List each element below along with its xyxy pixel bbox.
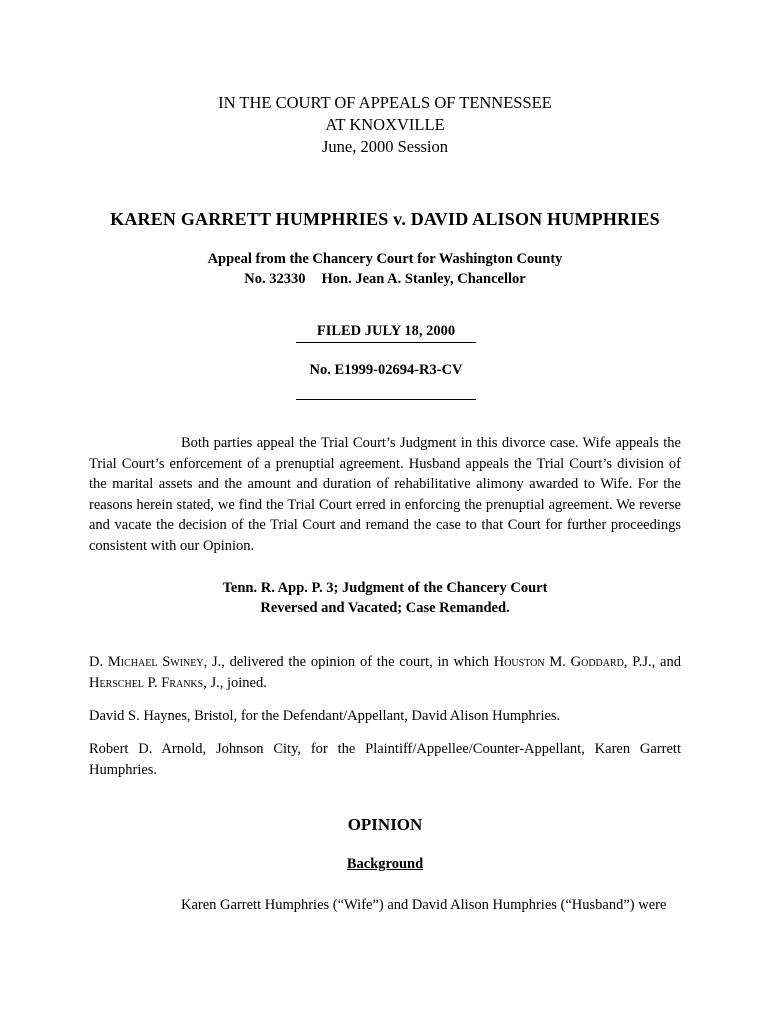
divider-rule — [296, 399, 476, 400]
counsel-plaintiff: Robert D. Arnold, Johnson City, for the Plaintiff/Appellee/Counter-Appellant, Karen Garrett Humphries. — [89, 741, 681, 778]
appeal-details — [0, 269, 770, 289]
case-summary: Both parties appeal the Trial Court’s Judgment in this divorce case. Wife appeals the Trial Court’s enforcement of a prenuptial agreement. Husband appeals the Trial Court’s division of the marital assets and the amount and duration of rehabilitative alimony awarded to Wife. For the reasons herein stated, we find the Trial Court erred in enforcing the prenuptial agreement. We reverse and vacate the decision of the Trial Court and remand the case to that Court for further proceedings consistent with our Opinion. — [89, 435, 681, 554]
court-name: IN THE COURT OF APPEALS OF TENNESSEE — [218, 93, 552, 112]
authorship-text-3: , J., joined. — [203, 674, 267, 691]
authorship-text-2: , P.J., and — [623, 654, 681, 670]
authorship-text-1: , J., delivered the opinion of the court, in which — [203, 654, 494, 670]
trial-case-number: No. 32330 — [244, 271, 306, 287]
section-heading: Background — [346, 856, 424, 872]
case-title: KAREN GARRETT HUMPHRIES v. DAVID ALISON HUMPHRIES — [110, 209, 660, 229]
joining-judge-1: Houston M. Goddard — [493, 654, 624, 670]
authoring-judge: D. Michael Swiney — [89, 654, 204, 670]
trial-judge: Hon. Jean A. Stanley, Chancellor — [321, 271, 526, 287]
disposition-line-2: Reversed and Vacated; Case Remanded. — [260, 600, 510, 616]
opinion-heading: OPINION — [347, 815, 423, 834]
joining-judge-2: Herschel P. Franks — [89, 674, 204, 691]
filed-date: FILED JULY 18, 2000 — [296, 322, 476, 343]
authorship — [89, 652, 681, 693]
court-session: June, 2000 Session — [321, 137, 449, 156]
opinion-body-start: Karen Garrett Humphries (“Wife”) and David Alison Humphries (“Husband”) were — [181, 897, 667, 913]
disposition-line-1: Tenn. R. App. P. 3; Judgment of the Chancery Court — [222, 580, 548, 596]
docket-number: No. E1999-02694-R3-CV — [309, 362, 463, 378]
counsel-defendant: David S. Haynes, Bristol, for the Defendant/Appellant, David Alison Humphries. — [89, 708, 561, 724]
appeal-origin: Appeal from the Chancery Court for Washington County — [207, 251, 563, 267]
court-location: AT KNOXVILLE — [325, 115, 445, 134]
